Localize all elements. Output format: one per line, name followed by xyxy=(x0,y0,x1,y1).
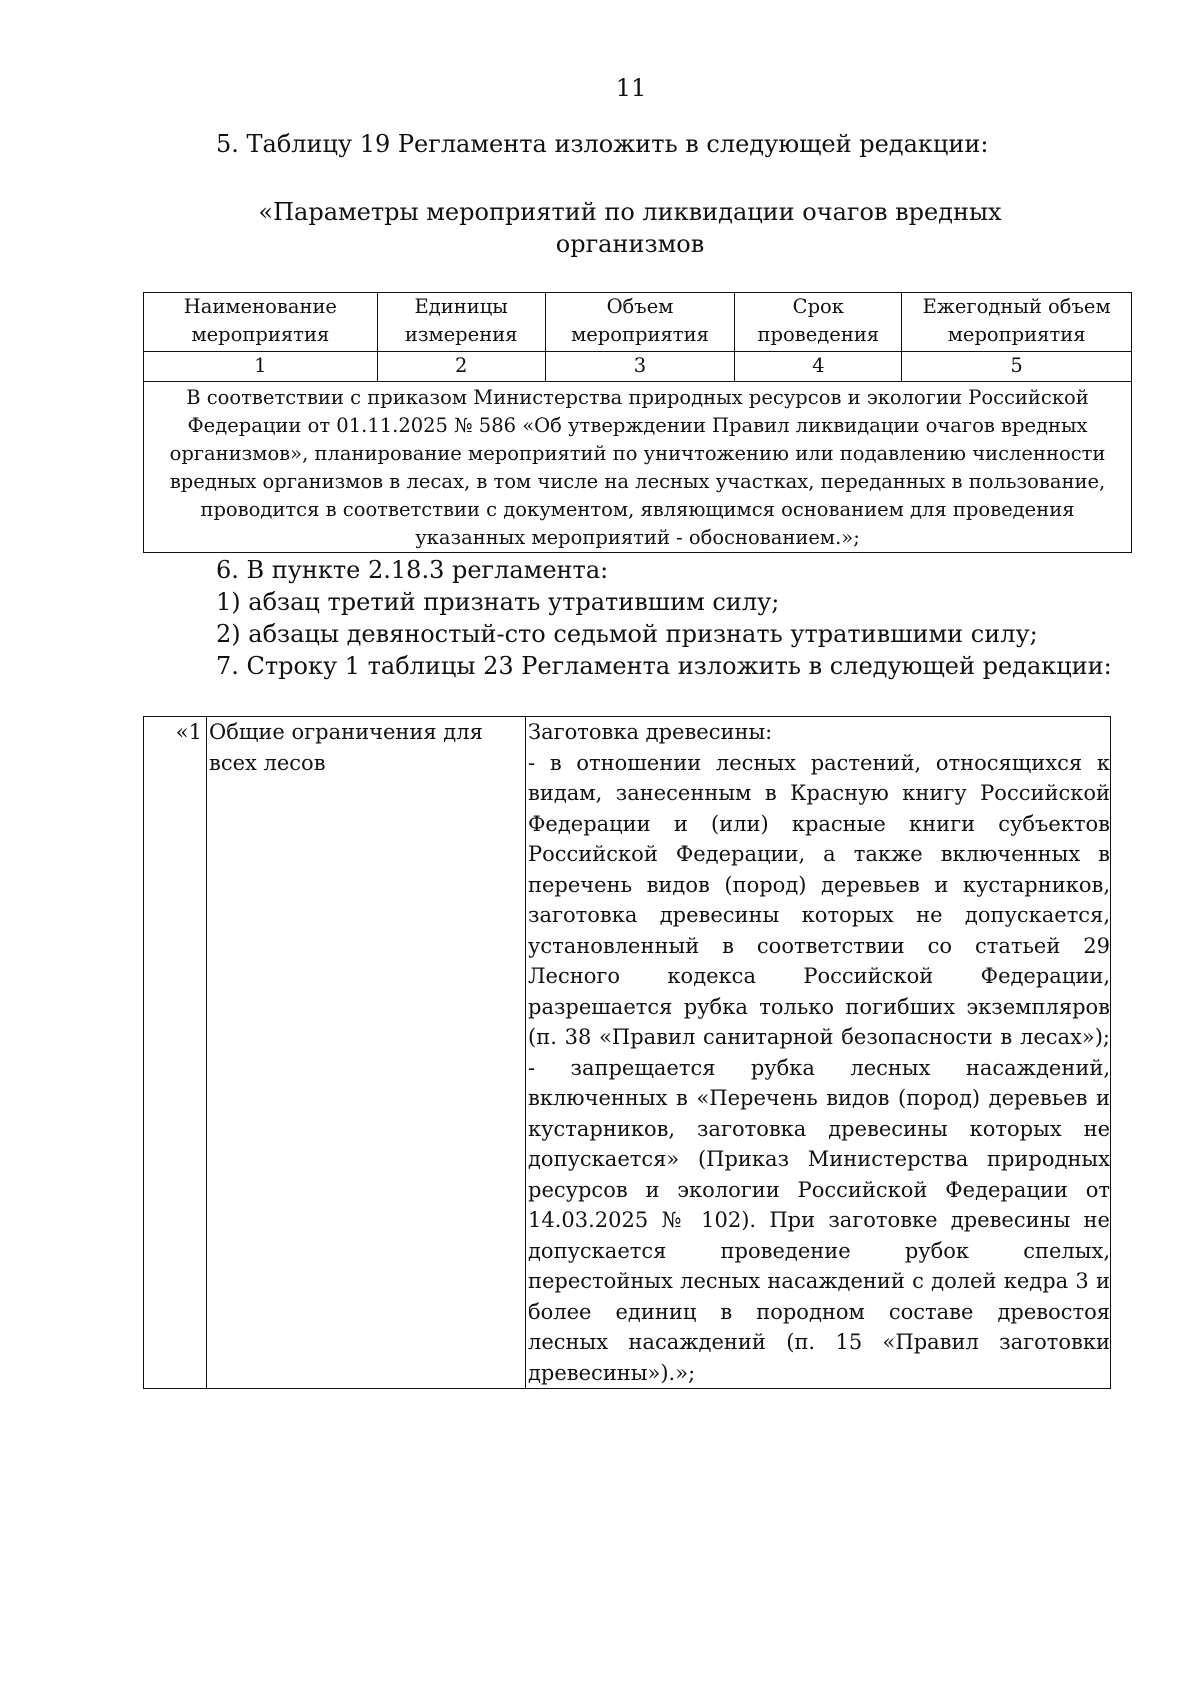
item-5-paragraph: 5. Таблицу 19 Регламента изложить в следующей редакции: xyxy=(216,130,989,158)
table-19-body-line: организмов», планирование мероприятий по уничтожению или подавлению численности xyxy=(169,442,1106,465)
content-line: установленный в соответствии со статьей 29 xyxy=(528,933,1110,958)
table-19-column-number: 2 xyxy=(377,352,545,382)
content-line: перечень видов (пород) деревьев и кустарников, xyxy=(528,872,1110,897)
table-19-body-cell xyxy=(144,382,1132,553)
table-19 xyxy=(143,292,1132,553)
content-line: разрешается рубка только погибших экземпляров xyxy=(528,994,1110,1019)
content-line: древесины»).»; xyxy=(528,1360,696,1385)
restriction-type-line: всех лесов xyxy=(209,750,326,775)
table-23 xyxy=(143,716,1111,1389)
content-line: перестойных лесных насаждений с долей кедра 3 и xyxy=(528,1269,1110,1293)
table-19-column-number: 4 xyxy=(735,352,902,382)
content-line: ресурсов и экологии Российской Федерации от xyxy=(528,1177,1110,1202)
content-line: Заготовка древесины: xyxy=(528,720,773,744)
content-line: допускается проведение рубок спелых, xyxy=(528,1238,1110,1263)
table-19-header-cell: Срок проведения xyxy=(735,293,902,352)
content-line: 14.03.2025 № 102). При заготовке древесины не xyxy=(528,1208,1110,1232)
table-19-title xyxy=(200,196,1060,260)
table-23-restriction-type xyxy=(207,717,526,1389)
content-line: видам, занесенным в Красную книгу Российской xyxy=(528,781,1110,805)
table-19-header-cell: Объем мероприятия xyxy=(545,293,735,352)
content-line: - в отношении лесных растений, относящихся к xyxy=(528,750,1110,775)
content-line: заготовка древесины которых не допускается, xyxy=(528,903,1110,927)
table-19-body-line: В соответствии с приказом Министерства природных ресурсов и экологии Российской xyxy=(186,386,1089,409)
table-23-row-1 xyxy=(144,717,1111,1389)
content-line: лесных насаждений (п. 15 «Правил заготовки xyxy=(528,1330,1110,1354)
table-23-restriction-content xyxy=(526,717,1111,1389)
content-line: более единиц в породном составе древостоя xyxy=(528,1299,1110,1324)
table-19-title-line-2: организмов xyxy=(555,230,705,258)
content-line: Федерации и (или) красные книги субъектов xyxy=(528,811,1110,836)
table-19-body-line: вредных организмов в лесах, в том числе на лесных участках, переданных в пользование, xyxy=(169,470,1106,493)
table-19-title-line-1: «Параметры мероприятий по ликвидации очагов вредных xyxy=(258,198,1002,226)
table-19-header-cell: Наименование мероприятия xyxy=(144,293,378,352)
content-line: Лесного кодекса Российской Федерации, xyxy=(528,964,1110,988)
content-line: - запрещается рубка лесных насаждений, xyxy=(528,1055,1110,1080)
content-line: (п. 38 «Правил санитарной безопасности в лесах»); xyxy=(528,1025,1110,1049)
table-19-number-row xyxy=(144,352,1132,382)
restriction-type-line: Общие ограничения для xyxy=(209,720,483,744)
item-6-paragraph: 6. В пункте 2.18.3 регламента: xyxy=(216,556,609,584)
table-19-column-number: 3 xyxy=(545,352,735,382)
table-19-header-cell: Единицы измерения xyxy=(377,293,545,352)
table-19-body-line: Федерации от 01.11.2025 № 586 «Об утверждении Правил ликвидации очагов вредных xyxy=(187,414,1088,437)
table-19-body-line: проводится в соответствии с документом, являющимся основанием для проведения xyxy=(200,498,1075,521)
item-7-paragraph: 7. Строку 1 таблицы 23 Регламента изложить в следующей редакции: xyxy=(216,652,1112,680)
table-19-header-cell: Ежегодный объем мероприятия xyxy=(902,293,1132,352)
page-number: 11 xyxy=(615,74,647,102)
item-6-subitem-2: 2) абзацы девяностый-сто седьмой признать утратившими силу; xyxy=(216,620,1038,648)
item-6-subitem-1: 1) абзац третий признать утратившим силу; xyxy=(216,588,780,616)
table-19-column-number: 1 xyxy=(144,352,378,382)
table-19-header-row xyxy=(144,293,1132,352)
content-line: допускается» (Приказ Министерства природных xyxy=(528,1147,1110,1171)
content-line: кустарников, заготовка древесины которых не xyxy=(528,1116,1110,1141)
content-line: включенных в «Перечень видов (пород) деревьев и xyxy=(528,1086,1110,1110)
table-23-row-number: «1 xyxy=(144,717,207,1389)
table-19-body-line: указанных мероприятий - обоснованием.»; xyxy=(415,526,860,549)
table-19-body-row xyxy=(144,382,1132,553)
table-19-column-number: 5 xyxy=(902,352,1132,382)
content-line: Российской Федерации, а также включенных в xyxy=(528,842,1110,866)
